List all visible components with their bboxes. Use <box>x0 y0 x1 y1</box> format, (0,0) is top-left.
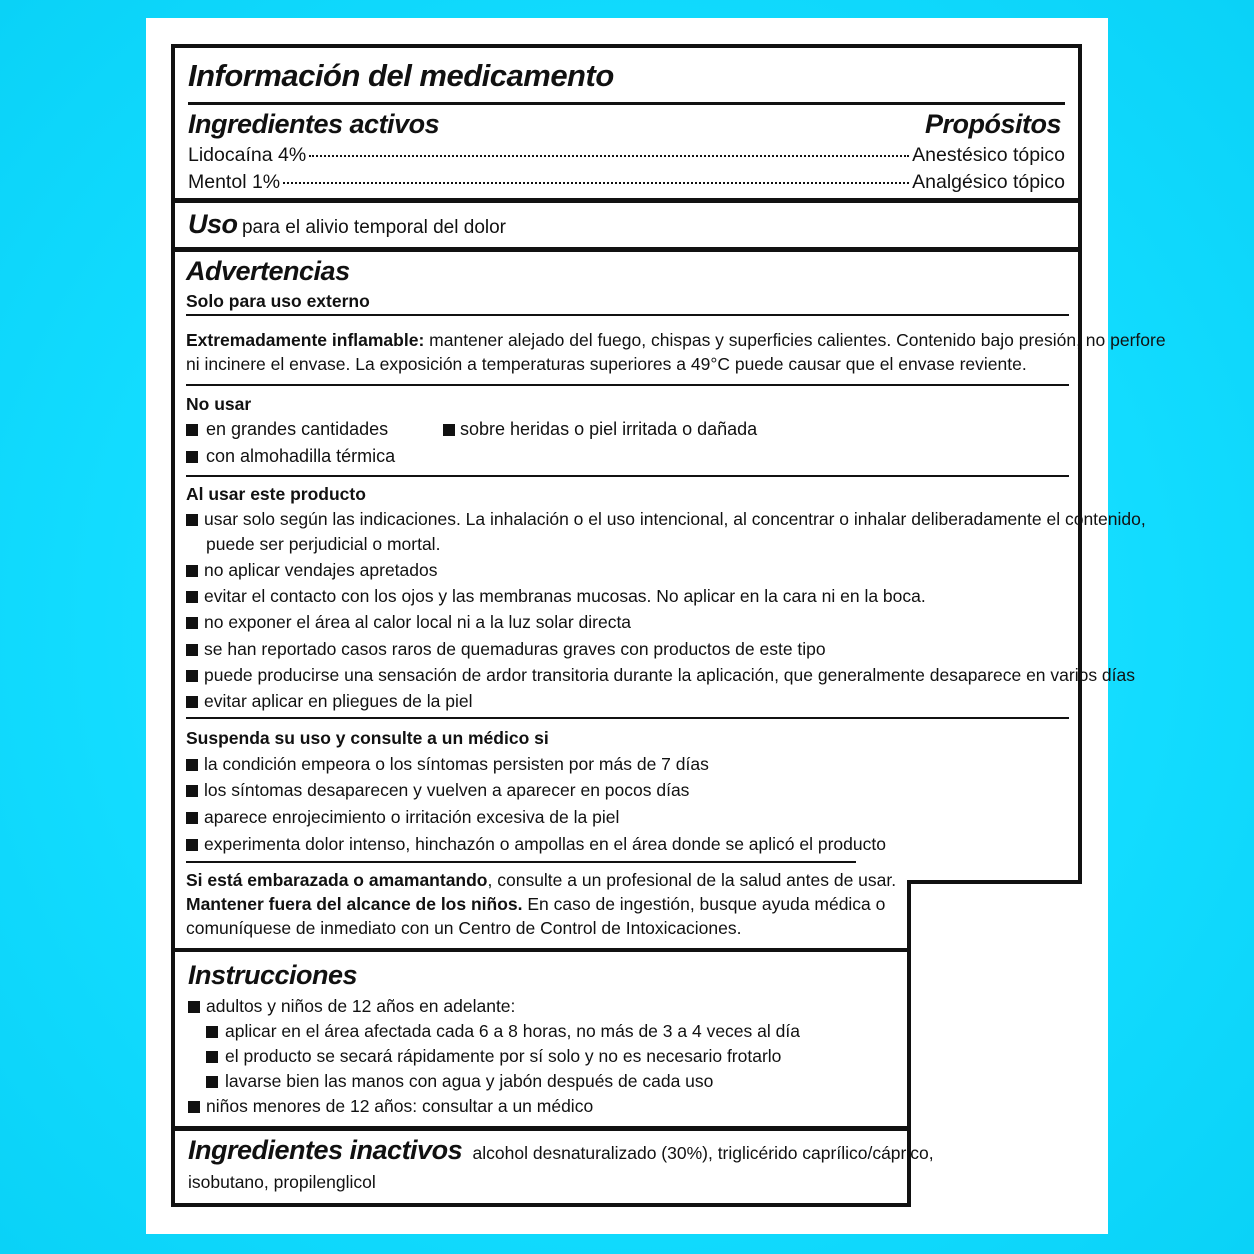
inactive-heading: Ingredientes inactivos <box>188 1135 463 1165</box>
pregnancy-text: , consulte a un profesional de la salud antes de usar. <box>487 870 897 890</box>
list-item: sobre heridas o piel irritada o dañada <box>443 419 757 440</box>
list-item: lavarse bien las manos con agua y jabón después de cada uso <box>206 1071 713 1092</box>
flammable-line-2: ni incinere el envase. La exposición a temperaturas superiores a 49°C puede causar que el envase reviente. <box>186 354 1027 374</box>
do-not-use-heading: No usar <box>186 394 252 414</box>
bullet-icon <box>206 1026 218 1038</box>
flammable-text: mantener alejado del fuego, chispas y superficies calientes. Contenido bajo presión, no perfore <box>429 330 1166 350</box>
flammable-line <box>186 327 1166 353</box>
inactive-text: alcohol desnaturalizado (30%), triglicérido caprílico/cáprico, <box>472 1143 934 1163</box>
list-item: puede producirse una sensación de ardor transitoria durante la aplicación, que generalmente desaparece en varios días <box>186 665 1135 686</box>
list-item: se han reportado casos raros de quemaduras graves con productos de este tipo <box>186 639 826 660</box>
inactive-line <box>188 1135 934 1166</box>
section-rule <box>186 475 1069 477</box>
keep-away-text: En caso de ingestión, busque ayuda médica o <box>522 894 886 914</box>
inactive-line-2: isobutano, propilenglicol <box>188 1172 376 1192</box>
bullet-icon <box>186 565 198 577</box>
section-rule <box>186 717 1069 719</box>
bullet-icon <box>186 451 198 463</box>
warnings-heading: Advertencias <box>186 256 350 286</box>
use-text: para el alivio temporal del dolor <box>241 217 507 238</box>
bullet-icon <box>186 644 198 656</box>
bullet-icon <box>188 1101 200 1113</box>
ingredient-purpose: Analgésico tópico <box>912 171 1065 193</box>
list-item: en grandes cantidades <box>186 419 388 440</box>
keep-away-line <box>186 891 885 917</box>
when-using-heading: Al usar este producto <box>186 484 366 504</box>
bullet-icon <box>186 839 198 851</box>
keep-away-line-2: comuníquese de inmediato con un Centro de Control de Intoxicaciones. <box>186 918 742 938</box>
active-ingredients-heading: Ingredientes activos <box>188 109 440 139</box>
list-item: los síntomas desaparecen y vuelven a aparecer en pocos días <box>186 780 689 801</box>
pregnancy-bold: Si está embarazada o amamantando <box>186 870 488 890</box>
drug-facts-title: Información del medicamento <box>188 58 614 93</box>
purposes-heading: Propósitos <box>924 109 1061 139</box>
section-rule <box>186 314 1069 316</box>
bullet-icon <box>186 617 198 629</box>
ingredient-name: Lidocaína 4% <box>188 144 307 166</box>
use-heading: Uso <box>188 209 238 239</box>
bullet-icon <box>188 1001 200 1013</box>
flammable-bold: Extremadamente inflamable: <box>186 330 425 350</box>
bullet-icon <box>186 696 198 708</box>
ingredient-name: Mentol 1% <box>188 171 281 193</box>
list-item: usar solo según las indicaciones. La inhalación o el uso intencional, al concentrar o inhalar deliberadamente el contenido, <box>186 509 1146 530</box>
bullet-icon <box>186 785 198 797</box>
list-item: no aplicar vendajes apretados <box>186 560 438 581</box>
bullet-icon <box>206 1051 218 1063</box>
ingredient-purpose: Anestésico tópico <box>912 144 1065 166</box>
stop-use-heading: Suspenda su uso y consulte a un médico si <box>186 728 549 748</box>
list-item: experimenta dolor intenso, hinchazón o ampollas en el área donde se aplicó el producto <box>186 834 886 855</box>
list-item-continuation: puede ser perjudicial o mortal. <box>206 534 441 554</box>
bullet-icon <box>186 670 198 682</box>
list-item: evitar el contacto con los ojos y las membranas mucosas. No aplicar en la cara ni en la boca. <box>186 586 926 607</box>
inactive-ingredients-panel <box>171 1127 934 1207</box>
list-item: aplicar en el área afectada cada 6 a 8 horas, no más de 3 a 4 veces al día <box>206 1021 800 1042</box>
bullet-icon <box>443 424 455 436</box>
list-item: evitar aplicar en pliegues de la piel <box>186 691 473 712</box>
bullet-icon <box>186 424 198 436</box>
keep-away-bold: Mantener fuera del alcance de los niños. <box>186 894 523 914</box>
list-item: la condición empeora o los síntomas persisten por más de 7 días <box>186 754 709 775</box>
bullet-icon <box>206 1076 218 1088</box>
section-rule <box>186 384 1069 386</box>
directions-panel <box>171 948 911 1130</box>
bullet-icon <box>186 514 198 526</box>
list-item: aparece enrojecimiento o irritación excesiva de la piel <box>186 807 619 828</box>
section-rule <box>186 861 856 863</box>
external-use-text: Solo para uso externo <box>186 291 370 311</box>
list-item: el producto se secará rápidamente por sí solo y no es necesario frotarlo <box>206 1046 781 1067</box>
list-item: no exponer el área al calor local ni a la luz solar directa <box>186 612 631 633</box>
list-item: con almohadilla térmica <box>186 446 395 467</box>
bullet-icon <box>186 591 198 603</box>
list-item: niños menores de 12 años: consultar a un médico <box>188 1096 593 1117</box>
pregnancy-line <box>186 867 896 893</box>
bullet-icon <box>186 812 198 824</box>
bullet-icon <box>186 759 198 771</box>
list-item: adultos y niños de 12 años en adelante: <box>188 996 515 1017</box>
directions-heading: Instrucciones <box>188 960 358 990</box>
